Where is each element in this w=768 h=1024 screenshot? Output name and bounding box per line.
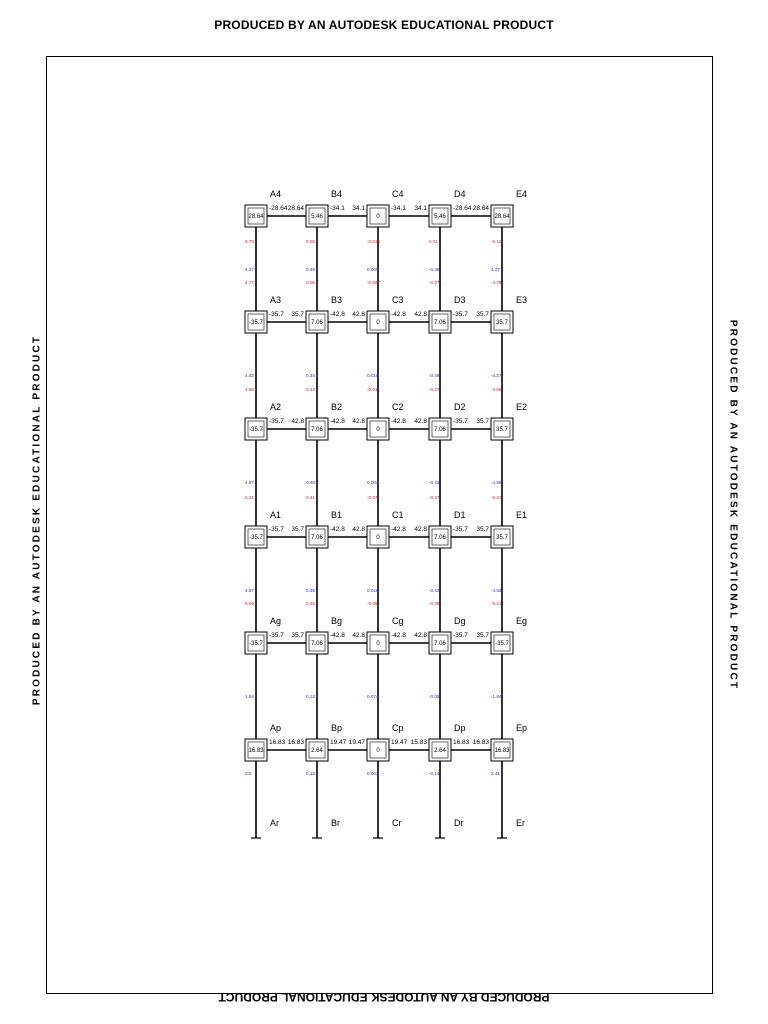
beam-moment-right-B2: 42.8: [291, 418, 304, 425]
node-label-E2: E2: [516, 402, 528, 412]
node-label-Ag: Ag: [270, 616, 282, 626]
node-label-Eg: Eg: [516, 616, 528, 626]
beam-moment-left-Ap: 16.83: [269, 739, 286, 746]
node-label-Ep: Ep: [516, 723, 528, 733]
watermark-left: PRODUCED BY AN AUTODESK EDUCATIONAL PRODUCT: [31, 334, 43, 706]
beam-moment-left-B4: -34.1: [330, 205, 345, 212]
node-label-E4: E4: [516, 189, 528, 199]
node-label-B1: B1: [331, 510, 343, 520]
node-moment-Eg: -35.7: [495, 641, 509, 647]
node-label-C2: C2: [392, 402, 404, 412]
beam-moment-right-Bp: 16.83: [287, 739, 304, 746]
node-label-D3: D3: [454, 295, 466, 305]
column-bottom-moment-D1: -0.42: [429, 588, 440, 593]
node-moment-Bg: 7.06: [311, 641, 323, 647]
column-bottom-moment-B4: 0.49: [306, 267, 315, 272]
column-bottom-moment-D3: -0.49: [429, 373, 440, 378]
beam-moment-left-D3: -35.7: [453, 311, 468, 318]
column-bottom-moment-Dp: -0.14: [429, 771, 440, 776]
node-label-A1: A1: [270, 510, 282, 520]
node-moment-Ap: 16.83: [248, 748, 264, 754]
node-moment-Cg: 0: [376, 641, 380, 647]
node-label-Ap: Ap: [270, 723, 282, 733]
column-bottom-moment-Ap: 2.3: [245, 771, 252, 776]
node-moment-D3: 7.06: [434, 320, 446, 326]
beam-moment-left-Cg: -42.8: [391, 632, 406, 639]
column-top-moment-Dg: -0.39: [429, 601, 440, 606]
node-moment-B3: 7.06: [311, 320, 323, 326]
beam-moment-right-E1: 35.7: [476, 526, 489, 533]
node-moment-A4: 28.64: [248, 214, 264, 220]
beam-moment-left-D1: -35.7: [453, 526, 468, 533]
column-bottom-moment-C3: 0.019: [367, 373, 379, 378]
column-bottom-moment-A2: 4.57: [245, 480, 254, 485]
column-bottom-moment-Ag: 1.84: [245, 694, 254, 699]
column-top-moment-C4: -0.016: [367, 239, 381, 244]
column-top-moment-E3: -4.78: [491, 280, 502, 285]
beam-moment-right-D2: 42.8: [414, 418, 427, 425]
beam-moment-right-C4: 34.1: [352, 205, 365, 212]
column-bottom-moment-B2: 0.40: [306, 480, 315, 485]
beam-moment-right-Cg: 42.8: [352, 632, 365, 639]
node-moment-Dp: 2.64: [434, 748, 446, 754]
node-moment-E3: 35.7: [496, 320, 508, 326]
beam-moment-right-B4: 28.64: [287, 205, 304, 212]
column-top-moment-B3: 0.06: [306, 280, 315, 285]
watermark-right: PRODUCED BY AN AUTODESK EDUCATIONAL PRODUCT: [727, 319, 739, 691]
column-bottom-moment-Bp: 0.13: [306, 771, 315, 776]
column-top-moment-D3: -0.37: [429, 280, 440, 285]
column-top-moment-A2: 4.56: [245, 387, 254, 392]
beam-moment-left-B3: -42.8: [330, 311, 345, 318]
beam-moment-right-Cp: 19.47: [348, 739, 365, 746]
node-moment-B2: 7.06: [311, 427, 323, 433]
column-bottom-moment-Cp: 0.003: [367, 771, 379, 776]
node-moment-Ag: -35.7: [249, 641, 263, 647]
column-bottom-moment-C1: 0.016: [367, 588, 379, 593]
node-label-Bp: Bp: [331, 723, 343, 733]
node-label-Dp: Dp: [454, 723, 466, 733]
beam-moment-left-Dp: 16.83: [453, 739, 470, 746]
column-bottom-moment-B3: 0.34: [306, 373, 315, 378]
beam-moment-right-C1: 42.8: [352, 526, 365, 533]
node-label-D2: D2: [454, 402, 466, 412]
node-label-B4: B4: [331, 189, 343, 199]
base-label-Cr: Cr: [392, 818, 402, 828]
node-moment-E4: 28.64: [494, 214, 510, 220]
beam-moment-right-Dp: 15.83: [410, 739, 427, 746]
beam-moment-left-B1: -42.8: [330, 526, 345, 533]
node-label-B3: B3: [331, 295, 343, 305]
node-moment-D2: 7.06: [434, 427, 446, 433]
column-bottom-moment-C2: 0.004: [367, 480, 379, 485]
column-top-moment-C2: -0.01: [367, 387, 378, 392]
beam-moment-left-Dg: -35.7: [453, 632, 468, 639]
column-top-moment-Bg: 0.35: [306, 601, 315, 606]
beam-moment-left-Cp: 19.47: [391, 739, 408, 746]
column-top-moment-B1: 0.41: [306, 495, 315, 500]
beam-moment-right-Ep: 16.83: [472, 739, 489, 746]
column-bottom-moment-A3: 4.42: [245, 373, 254, 378]
node-moment-E1: 35.7: [496, 535, 508, 541]
column-top-moment-D1: -0.37: [429, 495, 440, 500]
beam-moment-left-A2: -35.7: [269, 418, 284, 425]
node-label-A3: A3: [270, 295, 282, 305]
column-bottom-moment-Ep: 2.41: [491, 771, 500, 776]
watermark-bottom: PRODUCED BY AN AUTODESK EDUCATIONAL PRODUCT: [218, 990, 550, 1004]
beam-moment-left-A4: -28.64: [269, 205, 288, 212]
column-top-moment-E1: -5.21: [491, 495, 502, 500]
column-bottom-moment-E4: 4.27: [491, 267, 500, 272]
column-top-moment-E4: -5.11: [491, 239, 502, 244]
column-bottom-moment-B1: 0.35: [306, 588, 315, 593]
node-moment-E2: 35.7: [496, 427, 508, 433]
base-label-Ar: Ar: [270, 818, 279, 828]
column-top-moment-A1: 5.21: [245, 495, 254, 500]
beam-moment-left-A3: -35.7: [269, 311, 284, 318]
beam-moment-right-E4: 28.64: [472, 205, 489, 212]
beam-moment-left-C4: -34.1: [391, 205, 406, 212]
beam-moment-right-D3: 42.8: [414, 311, 427, 318]
column-bottom-moment-A4: 4.27: [245, 267, 254, 272]
node-moment-D4: 5.46: [434, 214, 446, 220]
column-top-moment-A3: 4.77: [245, 280, 254, 285]
node-label-Cg: Cg: [392, 616, 404, 626]
column-top-moment-B2: 0.42: [306, 387, 315, 392]
beam-moment-left-B2: -42.8: [330, 418, 345, 425]
column-bottom-moment-E3: -4.27: [491, 373, 502, 378]
column-top-moment-A4: 6.75: [245, 239, 254, 244]
node-label-D4: D4: [454, 189, 466, 199]
watermark-top: PRODUCED BY AN AUTODESK EDUCATIONAL PRODUCT: [214, 18, 554, 32]
base-label-Er: Er: [516, 818, 525, 828]
column-top-moment-D4: 0.01: [429, 239, 438, 244]
beam-moment-right-D4: 34.1: [414, 205, 427, 212]
beam-moment-right-E2: 35.7: [476, 418, 489, 425]
beam-moment-left-D2: -35.7: [453, 418, 468, 425]
column-bottom-moment-Bg: 0.12: [306, 694, 315, 699]
beam-moment-right-Eg: 35.7: [476, 632, 489, 639]
node-moment-Ep: 16.83: [494, 748, 510, 754]
node-moment-C2: 0: [376, 427, 380, 433]
node-label-C4: C4: [392, 189, 404, 199]
node-moment-Cp: 0: [376, 748, 380, 754]
beam-moment-right-Bg: 35.7: [291, 632, 304, 639]
node-label-B2: B2: [331, 402, 343, 412]
node-label-Dg: Dg: [454, 616, 466, 626]
column-top-moment-E2: -4.56: [491, 387, 502, 392]
column-bottom-moment-A1: 4.57: [245, 588, 254, 593]
beam-moment-left-C2: -42.8: [391, 418, 406, 425]
node-moment-C3: 0: [376, 320, 380, 326]
base-label-Dr: Dr: [454, 818, 464, 828]
column-top-moment-B4: 0.00: [306, 239, 315, 244]
beam-moment-right-C3: 42.8: [352, 311, 365, 318]
beam-moment-right-C2: 42.8: [352, 418, 365, 425]
node-moment-A3: -35.7: [249, 320, 263, 326]
node-moment-D1: 7.06: [434, 535, 446, 541]
column-top-moment-Ag: 5.09: [245, 601, 254, 606]
node-moment-B1: 7.06: [311, 535, 323, 541]
node-moment-Bp: 2.64: [311, 748, 323, 754]
beam-moment-right-B3: 35.7: [291, 311, 304, 318]
beam-moment-left-Bg: -42.8: [330, 632, 345, 639]
beam-moment-left-C1: -42.8: [391, 526, 406, 533]
base-label-Br: Br: [331, 818, 340, 828]
node-label-E1: E1: [516, 510, 528, 520]
node-label-D1: D1: [454, 510, 466, 520]
beam-moment-right-D1: 42.8: [414, 526, 427, 533]
beam-moment-left-D4: -28.64: [453, 205, 472, 212]
beam-moment-left-A1: -35.7: [269, 526, 284, 533]
node-label-C1: C1: [392, 510, 404, 520]
beam-moment-left-Bp: 19.47: [330, 739, 347, 746]
node-moment-Dg: 7.06: [434, 641, 446, 647]
node-moment-A2: -35.7: [249, 427, 263, 433]
column-bottom-moment-Cg: 0.074: [367, 694, 379, 699]
beam-moment-left-Ag: -35.7: [269, 632, 284, 639]
node-label-Cp: Cp: [392, 723, 404, 733]
column-bottom-moment-Eg: -1.84: [491, 694, 502, 699]
column-top-moment-Eg: -5.21: [491, 601, 502, 606]
node-moment-C1: 0: [376, 535, 380, 541]
node-label-Bg: Bg: [331, 616, 343, 626]
node-label-C3: C3: [392, 295, 404, 305]
column-top-moment-Cg: -0.05: [367, 601, 378, 606]
column-bottom-moment-Dg: -0.05: [429, 694, 440, 699]
column-bottom-moment-D2: -0.43: [429, 480, 440, 485]
column-top-moment-C1: -0.07: [367, 495, 378, 500]
node-moment-C4: 0: [376, 214, 380, 220]
node-moment-B4: 5.46: [311, 214, 323, 220]
column-bottom-moment-C4: 0.005: [367, 267, 379, 272]
beam-moment-right-Dg: 42.8: [414, 632, 427, 639]
column-bottom-moment-D4: -0.46: [429, 267, 440, 272]
column-top-moment-D2: -0.37: [429, 387, 440, 392]
node-label-A2: A2: [270, 402, 282, 412]
beam-moment-right-B1: 35.7: [291, 526, 304, 533]
column-bottom-moment-E1: -4.53: [491, 588, 502, 593]
column-top-moment-C3: -0.007: [367, 280, 381, 285]
beam-moment-right-E3: 35.7: [476, 311, 489, 318]
node-moment-A1: -35.7: [249, 535, 263, 541]
node-label-E3: E3: [516, 295, 528, 305]
beam-moment-left-C3: -42.8: [391, 311, 406, 318]
column-bottom-moment-E2: -4.56: [491, 480, 502, 485]
node-label-A4: A4: [270, 189, 282, 199]
